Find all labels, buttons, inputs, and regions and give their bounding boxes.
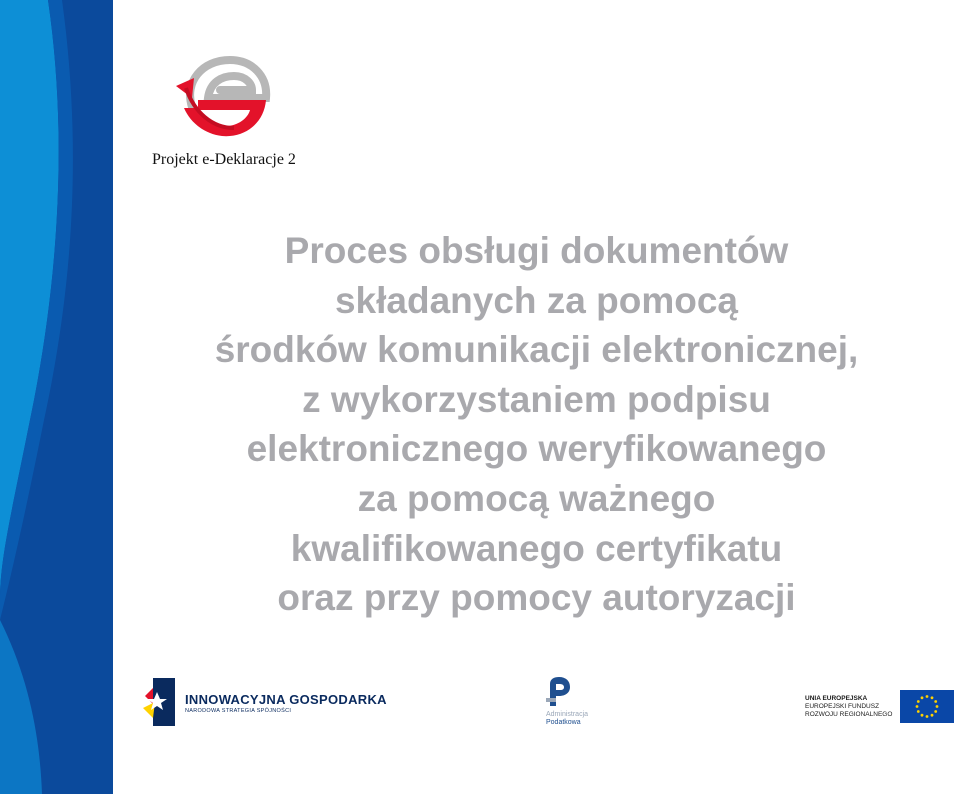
footer-logos — [113, 668, 960, 738]
project-label: Projekt e-Deklaracje 2 — [152, 151, 296, 168]
innowacyjna-gospodarka-name: INNOWACYJNA GOSPODARKA — [185, 692, 387, 707]
administracja-podatkowa-logo-icon — [546, 676, 572, 708]
sidebar-decoration — [0, 0, 113, 794]
title-line: za pomocą ważnego — [357, 477, 716, 519]
title-line: składanych za pomocą — [334, 279, 739, 321]
podatkowa-label: Podatkowa — [546, 719, 581, 726]
page-title — [113, 226, 960, 623]
eu-fund-label: EUROPEJSKI FUNDUSZ — [805, 703, 880, 710]
title-line: Proces obsługi dokumentów — [284, 230, 789, 271]
administracja-label: Administracja — [546, 711, 589, 718]
title-line: oraz przy pomocy autoryzacji — [277, 577, 796, 619]
eu-label: UNIA EUROPEJSKA — [805, 695, 868, 702]
title-line: elektronicznego weryfikowanego — [246, 428, 827, 470]
eu-flag-icon — [900, 690, 954, 723]
e-deklaracje-logo-icon — [172, 52, 272, 142]
innowacyjna-gospodarka-logo-icon — [143, 678, 175, 726]
eu-regional-label: ROZWOJU REGIONALNEGO — [805, 711, 893, 718]
title-line: z wykorzystaniem podpisu — [302, 378, 771, 420]
title-line: kwalifikowanego certyfikatu — [290, 527, 783, 569]
innowacyjna-gospodarka-subtitle: NARODOWA STRATEGIA SPÓJNOŚCI — [185, 708, 292, 714]
title-line: środków komunikacji elektronicznej, — [214, 329, 859, 371]
